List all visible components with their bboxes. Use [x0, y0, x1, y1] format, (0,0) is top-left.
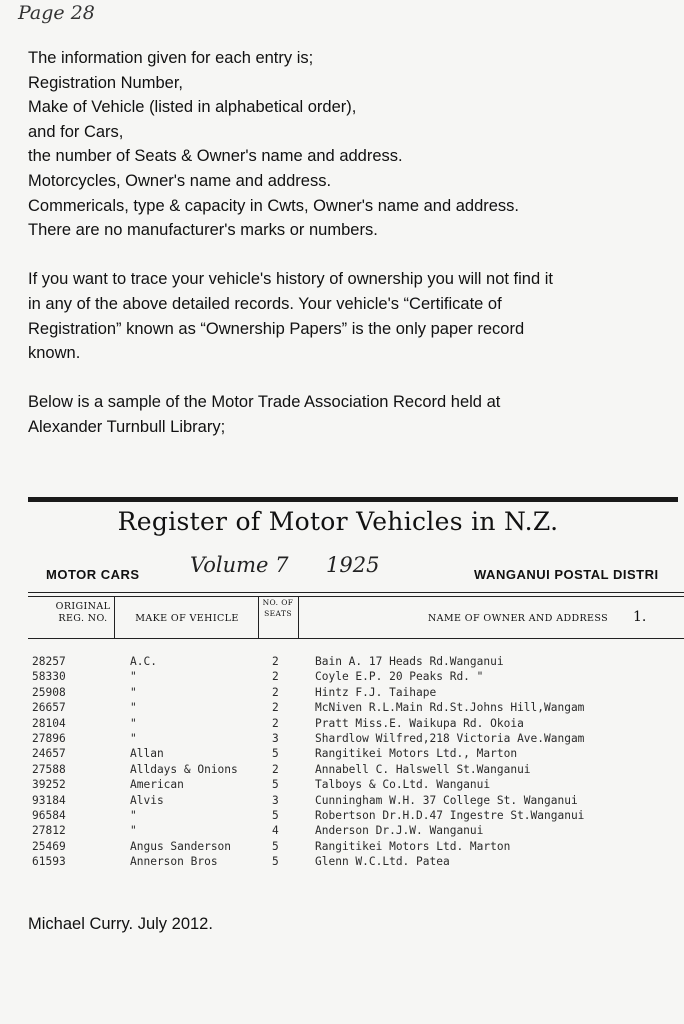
table-row [28, 701, 684, 716]
intro-line: Make of Vehicle (listed in alphabetical order), [28, 98, 357, 117]
register-section: MOTOR CARS [46, 567, 140, 582]
owner: Annabell C. Halswell St.Wanganui [315, 762, 531, 776]
owner: Talboys & Co.Ltd. Wanganui [315, 778, 491, 792]
vehicle-make: Angus Sanderson [130, 839, 232, 853]
owner: Anderson Dr.J.W. Wanganui [315, 824, 484, 838]
trace-line: Registration” known as “Ownership Papers” is the only paper record [28, 319, 525, 338]
register-year: 1925 [326, 553, 380, 577]
register-rows [28, 655, 684, 865]
intro-line: and for Cars, [28, 122, 124, 141]
table-row [28, 655, 684, 670]
intro-line: The information given for each entry is; [28, 49, 314, 67]
table-row [28, 747, 684, 762]
reg-number: 58330 [32, 670, 66, 684]
intro-line: Motorcycles, Owner's name and address. [28, 171, 332, 190]
seats: 2 [272, 701, 279, 715]
vehicle-make: " [130, 701, 137, 715]
vehicle-make: " [130, 670, 137, 684]
register-district: WANGANUI POSTAL DISTRI [474, 567, 659, 582]
seats: 5 [272, 855, 279, 865]
column-header-seats: NO. OF SEATS [262, 598, 294, 618]
trace-line: If you want to trace your vehicle's history of ownership you will not find it [28, 270, 553, 289]
reg-number: 27812 [32, 824, 66, 838]
reg-number: 25908 [32, 685, 66, 699]
seats: 2 [272, 685, 279, 699]
vehicle-make: Alldays & Onions [130, 762, 238, 776]
owner: Pratt Miss.E. Waikupa Rd. Okoia [315, 716, 524, 730]
register-sample [28, 505, 684, 865]
seats: 5 [272, 839, 279, 853]
sample-line: Alexander Turnbull Library; [28, 417, 226, 436]
column-header-reg: ORIGINAL REG. NO. [55, 601, 111, 624]
table-row [28, 809, 684, 824]
seats: 2 [272, 716, 279, 730]
table-row [28, 763, 684, 778]
seats: 4 [272, 824, 279, 838]
reg-number: 61593 [32, 855, 66, 865]
seats: 2 [272, 762, 279, 776]
trace-line: in any of the above detailed records. Your vehicle's “Certificate of [28, 294, 502, 313]
reg-number: 39252 [32, 778, 66, 792]
table-row [28, 732, 684, 747]
vehicle-make: " [130, 716, 137, 730]
owner: McNiven R.L.Main Rd.St.Johns Hill,Wangam [315, 701, 585, 715]
vehicle-make: " [130, 824, 137, 838]
intro-line: the number of Seats & Owner's name and address. [28, 147, 403, 166]
seats: 5 [272, 808, 279, 822]
column-header-make: MAKE OF VEHICLE [135, 613, 239, 624]
vehicle-make: American [130, 778, 184, 792]
reg-number: 28104 [32, 716, 66, 730]
column-header-owner: NAME OF OWNER AND ADDRESS [427, 613, 609, 624]
intro-text [28, 46, 668, 440]
table-row [28, 717, 684, 732]
vehicle-make: " [130, 731, 137, 745]
vehicle-make: " [130, 685, 137, 699]
reg-number: 28257 [32, 655, 66, 668]
owner: Bain A. 17 Heads Rd.Wanganui [315, 655, 504, 668]
table-row [28, 840, 684, 855]
seats: 3 [272, 793, 279, 807]
header-rule [28, 638, 684, 639]
sample-line: Below is a sample of the Motor Trade Association Record held at [28, 393, 501, 412]
owner: Cunningham W.H. 37 College St. Wanganui [315, 793, 578, 807]
reg-number: 25469 [32, 839, 66, 853]
owner: Coyle E.P. 20 Peaks Rd. " [315, 670, 484, 684]
seats: 2 [272, 670, 279, 684]
vehicle-make: A.C. [130, 655, 157, 668]
seats: 5 [272, 747, 279, 761]
table-row [28, 794, 684, 809]
header-rule [28, 596, 684, 597]
intro-line: There are no manufacturer's marks or numbers. [28, 221, 378, 240]
seats: 3 [272, 731, 279, 745]
owner: Glenn W.C.Ltd. Patea [315, 855, 450, 865]
vehicle-make: Alvis [130, 793, 164, 807]
page-number: Page 28 [18, 2, 95, 24]
table-row [28, 824, 684, 839]
reg-number: 26657 [32, 701, 66, 715]
seats: 5 [272, 778, 279, 792]
table-row [28, 855, 684, 865]
register-title: Register of Motor Vehicles in N.Z. [117, 507, 559, 536]
reg-number: 96584 [32, 808, 66, 822]
reg-number: 27588 [32, 762, 66, 776]
reg-number: 93184 [32, 793, 66, 807]
reg-number: 27896 [32, 731, 66, 745]
column-divider [298, 596, 299, 638]
owner: Shardlow Wilfred,218 Victoria Ave.Wangam [315, 731, 585, 745]
owner: Robertson Dr.H.D.47 Ingestre St.Wanganui [315, 808, 585, 822]
folio-number: 1. [633, 609, 647, 625]
register-volume: Volume 7 [190, 553, 289, 577]
owner: Rangitikei Motors Ltd., Marton [315, 747, 518, 761]
vehicle-make: Allan [130, 747, 164, 761]
owner: Rangitikei Motors Ltd. Marton [315, 839, 511, 853]
reg-number: 24657 [32, 747, 66, 761]
trace-line: known. [28, 344, 81, 363]
vehicle-make: Annerson Bros [130, 855, 218, 865]
register-top-rule [28, 497, 678, 502]
owner: Hintz F.J. Taihape [315, 685, 437, 699]
table-row [28, 670, 684, 685]
intro-line: Registration Number, [28, 73, 183, 92]
table-row [28, 686, 684, 701]
column-divider [114, 596, 115, 638]
author-signoff: Michael Curry. July 2012. [28, 915, 213, 933]
header-rule [28, 592, 684, 593]
seats: 2 [272, 655, 279, 668]
vehicle-make: " [130, 808, 137, 822]
intro-line: Commericals, type & capacity in Cwts, Owner's name and address. [28, 196, 520, 215]
table-row [28, 778, 684, 793]
